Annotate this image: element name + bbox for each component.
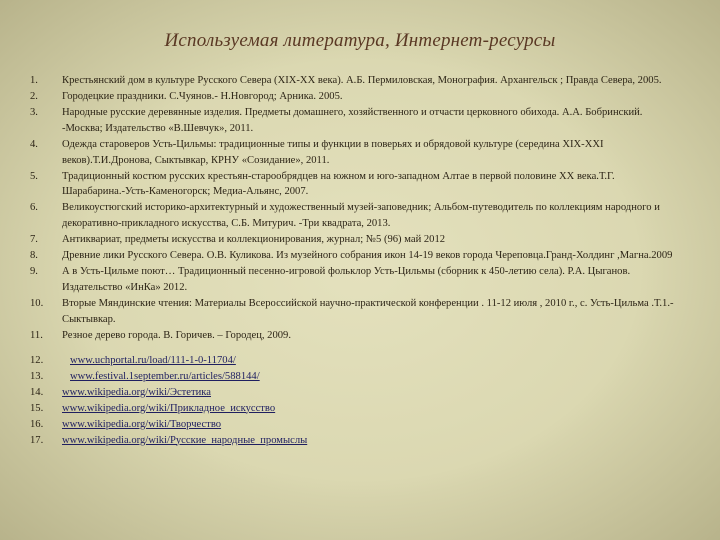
list-item: [30, 73, 680, 89]
list-item: [30, 232, 680, 248]
item-number: 2.: [30, 90, 38, 102]
link-item: [30, 353, 680, 369]
item-number: 4.: [30, 138, 38, 150]
list-item: [30, 89, 680, 105]
item-number: 15.: [30, 402, 44, 414]
reference-text: Крестьянский дом в культуре Русского Севера (XIX-XX века). А.Б. Пермиловская, Монография. Архангельск ; Правда Севера, 2005.: [62, 75, 662, 86]
reference-text: Традиционный костюм русских крестьян-старообрядцев на южном и юго-западном Алтае в первой половине XX века.Т.Г. Шарабарина.-Усть-Каменогорск; Медиа-Альянс, 2007.: [62, 170, 615, 198]
reference-text: Великоустюгский историко-архитектурный и художественный музей-заповедник; Альбом-путеводитель по коллекциям народного и декоративно-прикладного искусства, С.Б. Митурич. -Три квадрата, 2013.: [62, 202, 660, 230]
link-wiki-tvorchestvo[interactable]: www.wikipedia.org/wiki/Творчество: [62, 418, 222, 430]
link-wiki-promysly[interactable]: www.wikipedia.org/wiki/Русские_народные_промыслы: [62, 434, 308, 446]
link-item: [30, 369, 680, 385]
reference-text: Городецкие праздники. С.Чуянов.- Н.Новгород; Арника. 2005.: [62, 90, 343, 102]
item-number: 17.: [30, 434, 44, 446]
item-number: 7.: [30, 234, 38, 246]
reference-text: Народные русские деревянные изделия. Предметы домашнего, хозяйственного и отчасти церковного обихода. А.А. Бобринский. -Москва; Издательство «В.Шевчук», 2011.: [62, 106, 643, 134]
item-number: 9.: [30, 266, 38, 278]
reference-text: Древние лики Русского Севера. О.В. Куликова. Из музейного собрания икон 14-19 веков города Череповца.Гранд-Холдинг ,Магна.2009: [62, 250, 673, 262]
link-item: [30, 385, 680, 401]
item-number: 6.: [30, 202, 38, 214]
list-item: [30, 248, 680, 264]
item-number: 8.: [30, 250, 38, 262]
list-item: [30, 105, 680, 137]
page-title: Используемая литература, Интернет-ресурсы: [164, 30, 556, 51]
item-number: 3.: [30, 106, 38, 118]
item-number: 16.: [30, 418, 44, 430]
link-wiki-estetika[interactable]: www.wikipedia.org/wiki/Эстетика: [62, 386, 211, 398]
link-wiki-prikladnoe[interactable]: www.wikipedia.org/wiki/Прикладное_искусство: [62, 402, 276, 414]
item-number: 13.: [30, 370, 44, 382]
list-item: [30, 137, 680, 169]
link-item: [30, 401, 680, 417]
link-uchportal[interactable]: www.uchportal.ru/load/111-1-0-11704/: [70, 354, 236, 366]
list-spacer: [30, 344, 680, 353]
reference-text: Одежда староверов Усть-Цильмы: традиционные типы и функции в поверьях и обрядовой культуре (середина XIX-XXI веков).Т.И.Дронова, Сыктывкар, КРНУ «Созидание», 2011.: [62, 138, 604, 166]
list-item: [30, 328, 680, 344]
reference-list: [30, 73, 680, 449]
list-item: [30, 264, 680, 296]
item-number: 11.: [30, 329, 43, 341]
item-number: 5.: [30, 170, 38, 182]
item-number: 12.: [30, 354, 44, 366]
link-item: [30, 433, 680, 449]
link-festival[interactable]: www.festival.1september.ru/articles/588144/: [70, 370, 260, 382]
list-item: [30, 200, 680, 232]
item-number: 10.: [30, 297, 44, 309]
item-number: 1.: [30, 75, 38, 86]
item-number: 14.: [30, 386, 44, 398]
reference-text: Вторые Мяндинские чтения: Материалы Всероссийской научно-практической конференции . 11-12 июля , 2010 г., с. Усть-Цильма .Т.1.-Сыктывкар.: [62, 297, 674, 325]
link-item: [30, 417, 680, 433]
reference-text: А в Усть-Цильме поют… Традиционный песенно-игровой фольклор Усть-Цильмы (сборник к 450-летию села). Р.А. Цыганов. Издательство «ИнКа» 2012.: [62, 266, 631, 293]
list-item: [30, 296, 680, 328]
reference-text: Антиквариат, предметы искусства и коллекционирования, журнал; №5 (96) май 2012: [62, 234, 446, 246]
reference-text: Резное дерево города. В. Горичев. – Городец, 2009.: [62, 329, 292, 341]
list-item: [30, 169, 680, 201]
